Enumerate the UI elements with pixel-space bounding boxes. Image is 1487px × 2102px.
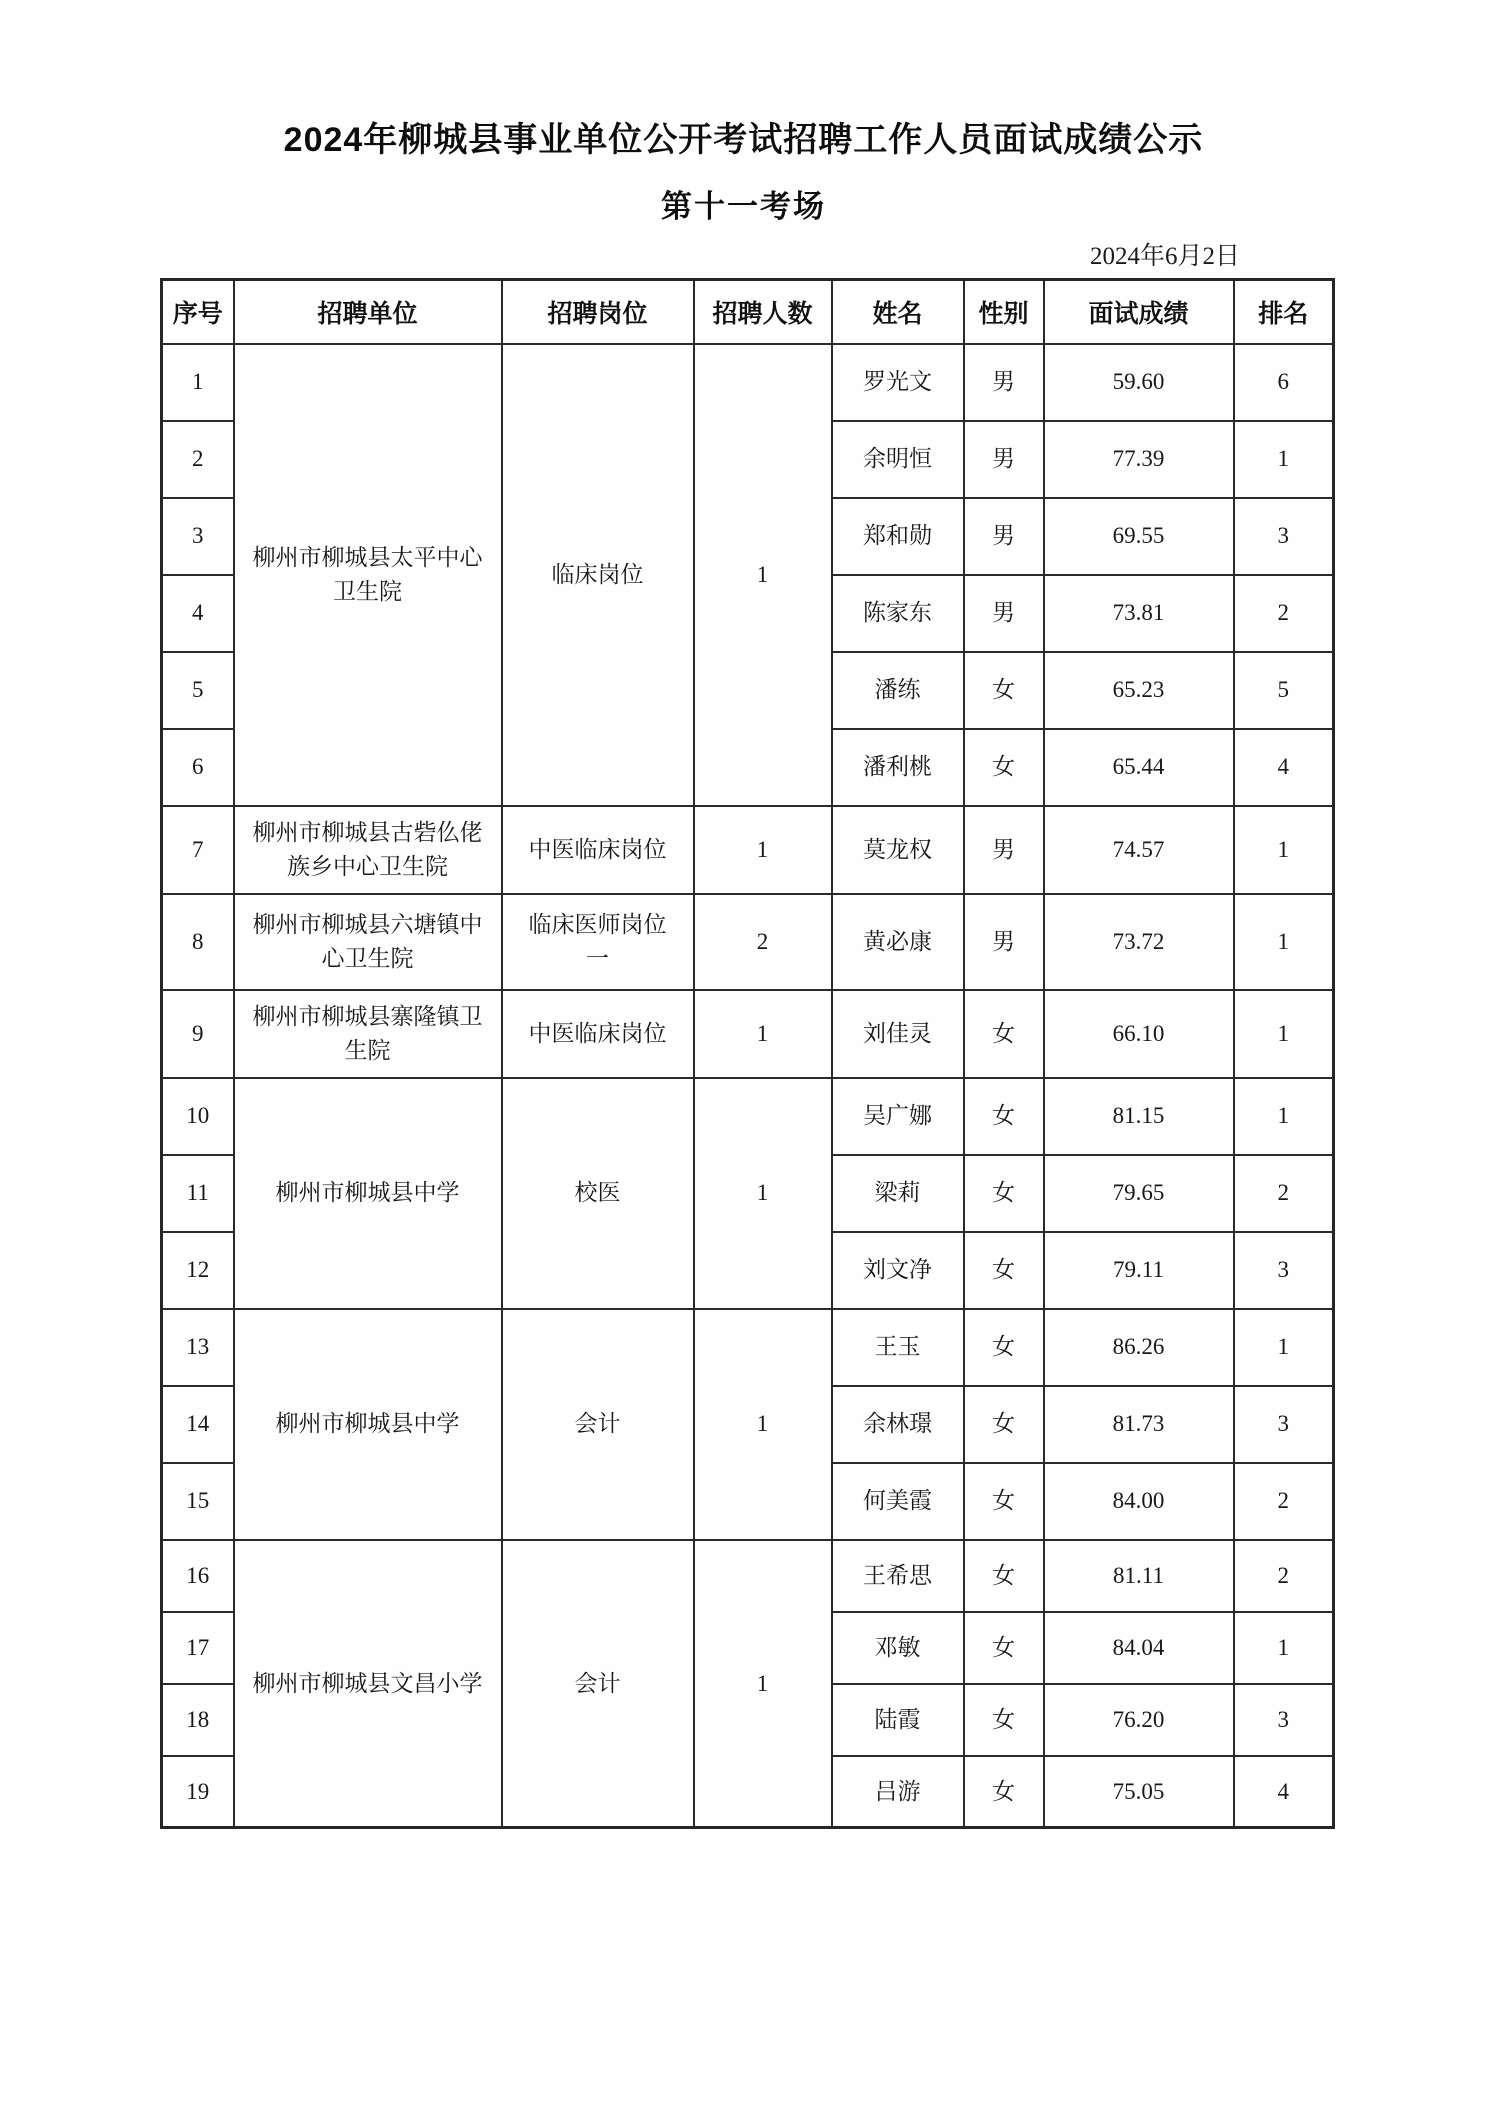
recruit-count-cell: 1 [694,1078,832,1309]
candidate-name-cell: 刘佳灵 [832,990,964,1078]
rank-cell: 3 [1234,498,1334,575]
rank-cell: 2 [1234,1155,1334,1232]
column-header: 面试成绩 [1044,280,1234,344]
candidate-name-cell: 莫龙权 [832,806,964,894]
table-header [162,280,1334,344]
recruit-count-cell: 1 [694,1309,832,1540]
gender-cell: 女 [964,1756,1044,1828]
candidate-name-cell: 陈家东 [832,575,964,652]
rank-cell: 3 [1234,1232,1334,1309]
position-cell: 中医临床岗位 [502,990,694,1078]
position-cell: 校医 [502,1078,694,1309]
interview-score-cell: 65.44 [1044,729,1234,806]
rank-cell: 1 [1234,806,1334,894]
rank-cell: 3 [1234,1386,1334,1463]
candidate-name-cell: 梁莉 [832,1155,964,1232]
candidate-name-cell: 吕游 [832,1756,964,1828]
interview-score-cell: 73.81 [1044,575,1234,652]
rank-cell: 1 [1234,990,1334,1078]
position-cell: 会计 [502,1309,694,1540]
interview-score-cell: 59.60 [1044,344,1234,421]
candidate-name-cell: 郑和勋 [832,498,964,575]
rank-cell: 3 [1234,1684,1334,1756]
table-row [162,1309,1334,1386]
recruit-count-cell: 2 [694,894,832,990]
gender-cell: 女 [964,1540,1044,1612]
gender-cell: 男 [964,806,1044,894]
recruiting-unit-cell: 柳州市柳城县中学 [234,1078,502,1309]
recruiting-unit-cell: 柳州市柳城县六塘镇中心卫生院 [234,894,502,990]
gender-cell: 女 [964,1612,1044,1684]
recruit-count-cell: 1 [694,806,832,894]
rank-cell: 1 [1234,1612,1334,1684]
interview-score-cell: 86.26 [1044,1309,1234,1386]
serial-number-cell: 7 [162,806,234,894]
column-header: 性别 [964,280,1044,344]
candidate-name-cell: 邓敏 [832,1612,964,1684]
position-cell: 临床医师岗位一 [502,894,694,990]
table-row [162,1078,1334,1155]
serial-number-cell: 3 [162,498,234,575]
candidate-name-cell: 罗光文 [832,344,964,421]
interview-score-cell: 65.23 [1044,652,1234,729]
candidate-name-cell: 黄必康 [832,894,964,990]
rank-cell: 1 [1234,1309,1334,1386]
serial-number-cell: 17 [162,1612,234,1684]
gender-cell: 男 [964,575,1044,652]
rank-cell: 2 [1234,1540,1334,1612]
recruiting-unit-cell: 柳州市柳城县文昌小学 [234,1540,502,1828]
gender-cell: 女 [964,990,1044,1078]
position-cell: 临床岗位 [502,344,694,806]
recruit-count-cell: 1 [694,1540,832,1828]
candidate-name-cell: 陆霞 [832,1684,964,1756]
serial-number-cell: 15 [162,1463,234,1540]
serial-number-cell: 8 [162,894,234,990]
serial-number-cell: 13 [162,1309,234,1386]
interview-score-cell: 74.57 [1044,806,1234,894]
candidate-name-cell: 王希思 [832,1540,964,1612]
recruit-count-cell: 1 [694,344,832,806]
candidate-name-cell: 刘文净 [832,1232,964,1309]
column-header: 排名 [1234,280,1334,344]
gender-cell: 女 [964,652,1044,729]
rank-cell: 1 [1234,894,1334,990]
recruit-count-cell: 1 [694,990,832,1078]
interview-score-cell: 75.05 [1044,1756,1234,1828]
exam-room-subtitle: 第十一考场 [661,189,826,224]
rank-cell: 2 [1234,1463,1334,1540]
serial-number-cell: 14 [162,1386,234,1463]
column-header: 姓名 [832,280,964,344]
candidate-name-cell: 何美霞 [832,1463,964,1540]
gender-cell: 女 [964,1232,1044,1309]
interview-score-cell: 84.04 [1044,1612,1234,1684]
gender-cell: 男 [964,344,1044,421]
gender-cell: 男 [964,498,1044,575]
date-label: 2024年6月2日 [1089,243,1240,270]
serial-number-cell: 9 [162,990,234,1078]
page-title: 2024年柳城县事业单位公开考试招聘工作人员面试成绩公示 [283,121,1204,159]
interview-score-cell: 69.55 [1044,498,1234,575]
gender-cell: 男 [964,894,1044,990]
column-header: 招聘单位 [234,280,502,344]
serial-number-cell: 10 [162,1078,234,1155]
rank-cell: 1 [1234,421,1334,498]
interview-score-cell: 81.73 [1044,1386,1234,1463]
gender-cell: 女 [964,1155,1044,1232]
serial-number-cell: 12 [162,1232,234,1309]
position-cell: 中医临床岗位 [502,806,694,894]
serial-number-cell: 2 [162,421,234,498]
column-header: 招聘人数 [694,280,832,344]
gender-cell: 女 [964,1309,1044,1386]
rank-cell: 2 [1234,575,1334,652]
gender-cell: 女 [964,1684,1044,1756]
serial-number-cell: 4 [162,575,234,652]
recruiting-unit-cell: 柳州市柳城县太平中心卫生院 [234,344,502,806]
rank-cell: 4 [1234,729,1334,806]
serial-number-cell: 16 [162,1540,234,1612]
gender-cell: 女 [964,1463,1044,1540]
interview-score-cell: 77.39 [1044,421,1234,498]
interview-score-cell: 79.11 [1044,1232,1234,1309]
table-row [162,990,1334,1078]
recruiting-unit-cell: 柳州市柳城县寨隆镇卫生院 [234,990,502,1078]
serial-number-cell: 1 [162,344,234,421]
candidate-name-cell: 余明恒 [832,421,964,498]
gender-cell: 男 [964,421,1044,498]
rank-cell: 5 [1234,652,1334,729]
interview-score-cell: 79.65 [1044,1155,1234,1232]
interview-score-cell: 73.72 [1044,894,1234,990]
table-row [162,894,1334,990]
column-header: 招聘岗位 [502,280,694,344]
candidate-name-cell: 王玉 [832,1309,964,1386]
recruiting-unit-cell: 柳州市柳城县中学 [234,1309,502,1540]
candidate-name-cell: 潘练 [832,652,964,729]
candidate-name-cell: 吴广娜 [832,1078,964,1155]
table-body [162,344,1334,1828]
position-cell: 会计 [502,1540,694,1828]
serial-number-cell: 11 [162,1155,234,1232]
table-row [162,1540,1334,1612]
interview-score-cell: 76.20 [1044,1684,1234,1756]
rank-cell: 1 [1234,1078,1334,1155]
serial-number-cell: 19 [162,1756,234,1828]
recruiting-unit-cell: 柳州市柳城县古砦仫佬族乡中心卫生院 [234,806,502,894]
gender-cell: 女 [964,729,1044,806]
rank-cell: 6 [1234,344,1334,421]
gender-cell: 女 [964,1386,1044,1463]
gender-cell: 女 [964,1078,1044,1155]
interview-score-cell: 66.10 [1044,990,1234,1078]
interview-score-cell: 81.15 [1044,1078,1234,1155]
candidate-name-cell: 潘利桃 [832,729,964,806]
table-row [162,806,1334,894]
serial-number-cell: 5 [162,652,234,729]
table-row [162,344,1334,421]
header-row [162,280,1334,344]
rank-cell: 4 [1234,1756,1334,1828]
interview-score-table [160,278,1335,1829]
interview-score-cell: 84.00 [1044,1463,1234,1540]
serial-number-cell: 6 [162,729,234,806]
serial-number-cell: 18 [162,1684,234,1756]
interview-score-cell: 81.11 [1044,1540,1234,1612]
column-header: 序号 [162,280,234,344]
candidate-name-cell: 余林璟 [832,1386,964,1463]
